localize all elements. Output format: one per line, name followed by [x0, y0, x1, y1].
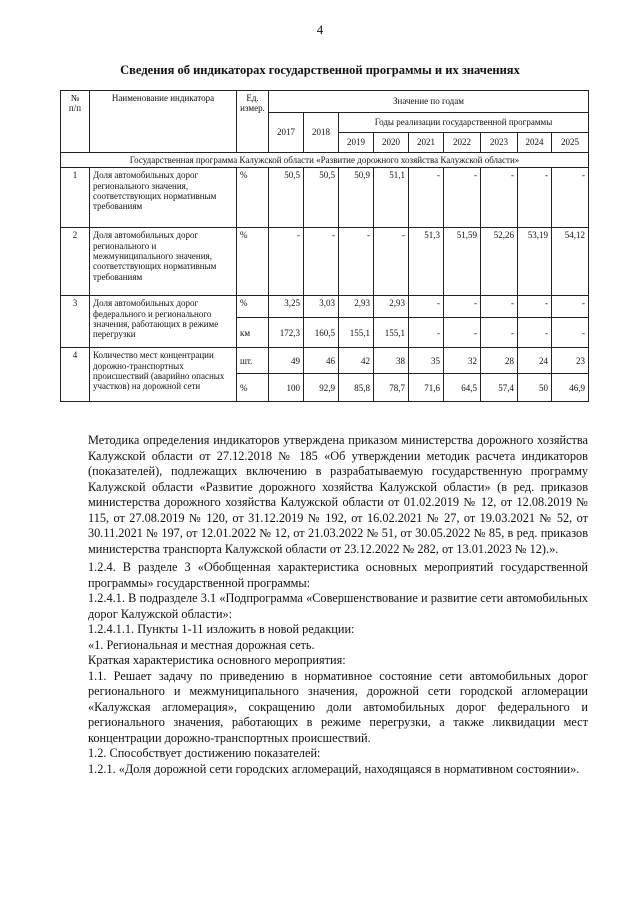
table-row	[61, 168, 589, 228]
indicators-table	[60, 90, 589, 402]
cell-value: 38	[374, 348, 409, 374]
row-name: Количество мест концентрации дорожно-транспортных происшествий (аварийно опасных участков) на дорожной сети	[90, 348, 237, 402]
cell-value: 46	[304, 348, 339, 374]
header-year: 2021	[409, 133, 444, 153]
cell-value: 32	[444, 348, 481, 374]
cell-value: 3,25	[269, 296, 304, 318]
cell-value: -	[444, 296, 481, 318]
row-name: Доля автомобильных дорог регионального значения, соответствующих нормативным требованиям	[90, 168, 237, 228]
header-year: 2022	[444, 133, 481, 153]
header-year: 2018	[304, 113, 339, 153]
cell-value: -	[481, 168, 518, 228]
header-year: 2017	[269, 113, 304, 153]
paragraph: Методика определения индикаторов утверждена приказом министерства дорожного хозяйства Калужской области от 27.12.2018 № 185 «Об утверждении методик расчета индикаторов (показателей), подлежащих включению в разрабатываемую государственную программу Калужской области «Развитие дорожного хозяйства Калужской области» (в ред. приказов министерства дорожного хозяйства Калужской области от 01.02.2019 № 12, от 12.08.2019 № 115, от 27.08.2019 № 120, от 31.12.2019 № 192, от 16.02.2021 № 27, от 19.03.2021 № 52, от 30.11.2021 № 197, от 12.01.2022 № 12, от 21.03.2022 № 51, от 30.05.2022 № 85, в ред. приказов министерства транспорта Калужской области от 23.12.2022 № 282, от 13.01.2023 № 12).».	[88, 433, 588, 556]
paragraph: 1.2.4.1. В подразделе 3.1 «Подпрограмма «Совершенствование и развитие сети автомобильных дорог Калужской области»:	[88, 591, 588, 621]
cell-value: -	[552, 168, 589, 228]
header-num: № п/п	[61, 91, 90, 153]
cell-value: 57,4	[481, 374, 518, 402]
paragraph: 1.2.4.1.1. Пункты 1-11 изложить в новой редакции:	[88, 622, 355, 636]
cell-value: 51,59	[444, 228, 481, 296]
cell-value: -	[481, 318, 518, 348]
row-name: Доля автомобильных дорог регионального и межмуниципального значения, соответствующих нормативным требованиям	[90, 228, 237, 296]
cell-value: -	[269, 228, 304, 296]
cell-value: -	[552, 296, 589, 318]
paragraph: 1.2. Способствует достижению показателей:	[88, 746, 321, 760]
cell-value: -	[444, 318, 481, 348]
header-years-program: Годы реализации государственной программы	[339, 113, 589, 133]
cell-value: 160,5	[304, 318, 339, 348]
cell-value: 71,6	[409, 374, 444, 402]
cell-value: 54,12	[552, 228, 589, 296]
cell-value: -	[552, 318, 589, 348]
cell-value: 42	[339, 348, 374, 374]
paragraph: 1.2.4. В разделе 3 «Обобщенная характеристика основных мероприятий государственной программы» государственной программы:	[88, 560, 588, 590]
cell-value: 52,26	[481, 228, 518, 296]
cell-value: -	[339, 228, 374, 296]
row-num: 2	[61, 228, 90, 296]
cell-value: 64,5	[444, 374, 481, 402]
cell-value: -	[409, 168, 444, 228]
cell-value: -	[481, 296, 518, 318]
cell-value: 51,1	[374, 168, 409, 228]
header-year: 2024	[518, 133, 552, 153]
row-unit: %	[237, 374, 269, 402]
cell-value: 23	[552, 348, 589, 374]
cell-value: 28	[481, 348, 518, 374]
cell-value: 35	[409, 348, 444, 374]
cell-value: 3,03	[304, 296, 339, 318]
cell-value: 78,7	[374, 374, 409, 402]
page-number: 4	[316, 22, 324, 37]
header-values-by-year: Значение по годам	[269, 91, 589, 113]
cell-value: -	[374, 228, 409, 296]
cell-value: 50,5	[304, 168, 339, 228]
header-unit: Ед. измер.	[237, 91, 269, 153]
cell-value: 2,93	[339, 296, 374, 318]
program-row: Государственная программа Калужской области «Развитие дорожного хозяйства Калужской области»	[61, 153, 589, 168]
cell-value: 51,3	[409, 228, 444, 296]
row-num: 3	[61, 296, 90, 348]
cell-value: 85,8	[339, 374, 374, 402]
cell-value: 155,1	[339, 318, 374, 348]
header-year: 2025	[552, 133, 589, 153]
header-year: 2019	[339, 133, 374, 153]
cell-value: 2,93	[374, 296, 409, 318]
cell-value: -	[409, 296, 444, 318]
row-unit: %	[237, 296, 269, 318]
cell-value: 92,9	[304, 374, 339, 402]
header-year: 2020	[374, 133, 409, 153]
paragraph: 1.1. Решает задачу по приведению в нормативное состояние сети автомобильных дорог регионального и межмуниципального значения, дорожной сети городской агломерации «Калужская агломерация», сокращению доли автомобильных дорог федерального и регионального значения, работающих в режиме перегрузки, а также ликвидации мест концентрации дорожно-транспортных происшествий.	[88, 668, 588, 745]
cell-value: 49	[269, 348, 304, 374]
table-title: Сведения об индикаторах государственной программы и их значениях	[120, 63, 520, 77]
row-unit: шт.	[237, 348, 269, 374]
cell-value: -	[518, 318, 552, 348]
row-unit: км	[237, 318, 269, 348]
row-num: 1	[61, 168, 90, 228]
body-text	[88, 433, 588, 777]
cell-value: -	[304, 228, 339, 296]
cell-value: 53,19	[518, 228, 552, 296]
cell-value: -	[518, 296, 552, 318]
cell-value: -	[444, 168, 481, 228]
cell-value: 50,9	[339, 168, 374, 228]
table-row	[61, 348, 589, 374]
cell-value: 172,3	[269, 318, 304, 348]
row-num: 4	[61, 348, 90, 402]
cell-value: -	[518, 168, 552, 228]
table-row	[61, 296, 589, 318]
header-name: Наименование индикатора	[90, 91, 237, 153]
cell-value: 24	[518, 348, 552, 374]
cell-value: 46,9	[552, 374, 589, 402]
cell-value: 50,5	[269, 168, 304, 228]
cell-value: -	[409, 318, 444, 348]
header-year: 2023	[481, 133, 518, 153]
cell-value: 100	[269, 374, 304, 402]
paragraph: 1.2.1. «Доля дорожной сети городских агломераций, находящаяся в нормативном состоянии».	[88, 761, 580, 776]
table-row	[61, 228, 589, 296]
row-unit: %	[237, 168, 269, 228]
paragraph: Краткая характеристика основного мероприятия:	[88, 653, 346, 667]
row-name: Доля автомобильных дорог федерального и регионального значения, работающих в режиме перегрузки	[90, 296, 237, 348]
row-unit: %	[237, 228, 269, 296]
paragraph: «1. Региональная и местная дорожная сеть.	[88, 637, 315, 652]
cell-value: 155,1	[374, 318, 409, 348]
cell-value: 50	[518, 374, 552, 402]
